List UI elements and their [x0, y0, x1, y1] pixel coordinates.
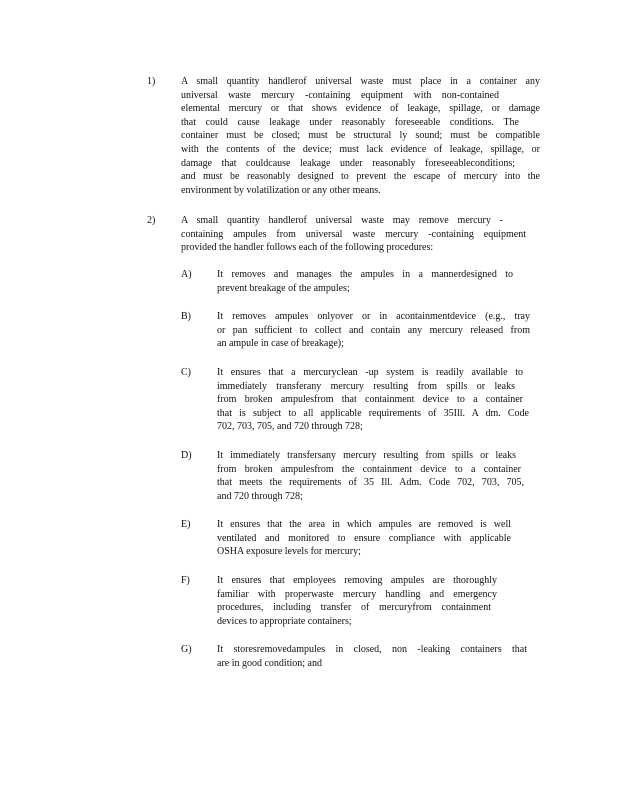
text-line: from broken ampulesfrom that containment device to a container: [217, 394, 523, 406]
text-line: environment by volatilization or any other means.: [181, 184, 381, 196]
text-line: A small quantity handlerof universal waste must place in a container any: [181, 76, 540, 87]
text-line: It ensures that a mercuryclean -up system is readily available to: [217, 367, 523, 378]
text-line: elemental mercury or that shows evidence of leakage, spillage, or damage: [181, 103, 540, 115]
item-text: [181, 75, 540, 197]
text-line: container must be closed; must be structural ly sound; must be compatible: [181, 130, 540, 142]
item-letter: G): [181, 644, 192, 655]
text-line: It removes ampules onlyover or in acontainmentdevice (e.g., tray: [217, 311, 530, 322]
item-text: [217, 310, 530, 351]
text-line: and must be reasonably designed to prevent the escape of mercury into the: [181, 171, 540, 183]
item-letter: A): [181, 269, 192, 280]
item-text: [217, 518, 511, 559]
item-number: 1): [147, 76, 156, 87]
text-line: 702, 703, 705, and 720 through 728;: [217, 421, 363, 433]
text-line: prevent breakage of the ampules;: [217, 282, 350, 294]
text-line: that is subject to all applicable requirements of 35Ill. A dm. Code: [217, 407, 529, 419]
item-letter: F): [181, 575, 190, 586]
item-text: [217, 574, 497, 628]
text-line: containing ampules from universal waste mercury -containing equipment: [181, 228, 526, 240]
text-line: immediately transferany mercury resulting from spills or leaks: [217, 380, 515, 392]
item-text: [217, 449, 524, 503]
text-line: damage that couldcause leakage under reasonably foreseeableconditions;: [181, 157, 515, 169]
text-line: It immediately transfersany mercury resulting from spills or leaks: [217, 450, 516, 461]
text-line: familiar with properwaste mercury handling and emergency: [217, 588, 497, 600]
text-line: an ampule in case of breakage);: [217, 338, 344, 350]
item-text: [181, 214, 526, 255]
text-line: with the contents of the device; must lack evidence of leakage, spillage, or: [181, 143, 540, 155]
text-line: are in good condition; and: [217, 657, 322, 669]
text-line: devices to appropriate containers;: [217, 615, 352, 627]
text-line: A small quantity handlerof universal waste may remove mercury -: [181, 215, 503, 226]
text-line: It storesremovedampules in closed, non -leaking containers that: [217, 644, 527, 655]
text-line: universal waste mercury -containing equipment with non-contained: [181, 89, 499, 101]
text-line: provided the handler follows each of the following procedures:: [181, 242, 434, 254]
item-text: [217, 366, 529, 434]
text-line: or pan sufficient to collect and contain any mercury released from: [217, 324, 530, 336]
text-line: that meets the requirements of 35 Ill. Adm. Code 702, 703, 705,: [217, 477, 524, 489]
item-text: [217, 268, 513, 295]
item-letter: C): [181, 367, 191, 378]
text-line: It ensures that employees removing ampules are thoroughly: [217, 575, 497, 586]
item-number: 2): [147, 215, 156, 226]
item-text: [217, 643, 527, 670]
item-letter: E): [181, 519, 191, 530]
text-line: ventilated and monitored to ensure compliance with applicable: [217, 532, 511, 544]
text-line: It removes and manages the ampules in a mannerdesigned to: [217, 269, 513, 280]
text-line: It ensures that the area in which ampules are removed is well: [217, 519, 511, 530]
text-line: and 720 through 728;: [217, 490, 303, 502]
text-line: that could cause leakage under reasonably foreseeable conditions. The: [181, 116, 519, 128]
text-line: OSHA exposure levels for mercury;: [217, 546, 361, 558]
item-letter: D): [181, 450, 192, 461]
text-line: procedures, including transfer of mercuryfrom containment: [217, 602, 491, 614]
text-line: from broken ampulesfrom the containment device to a container: [217, 463, 521, 475]
item-letter: B): [181, 311, 191, 322]
